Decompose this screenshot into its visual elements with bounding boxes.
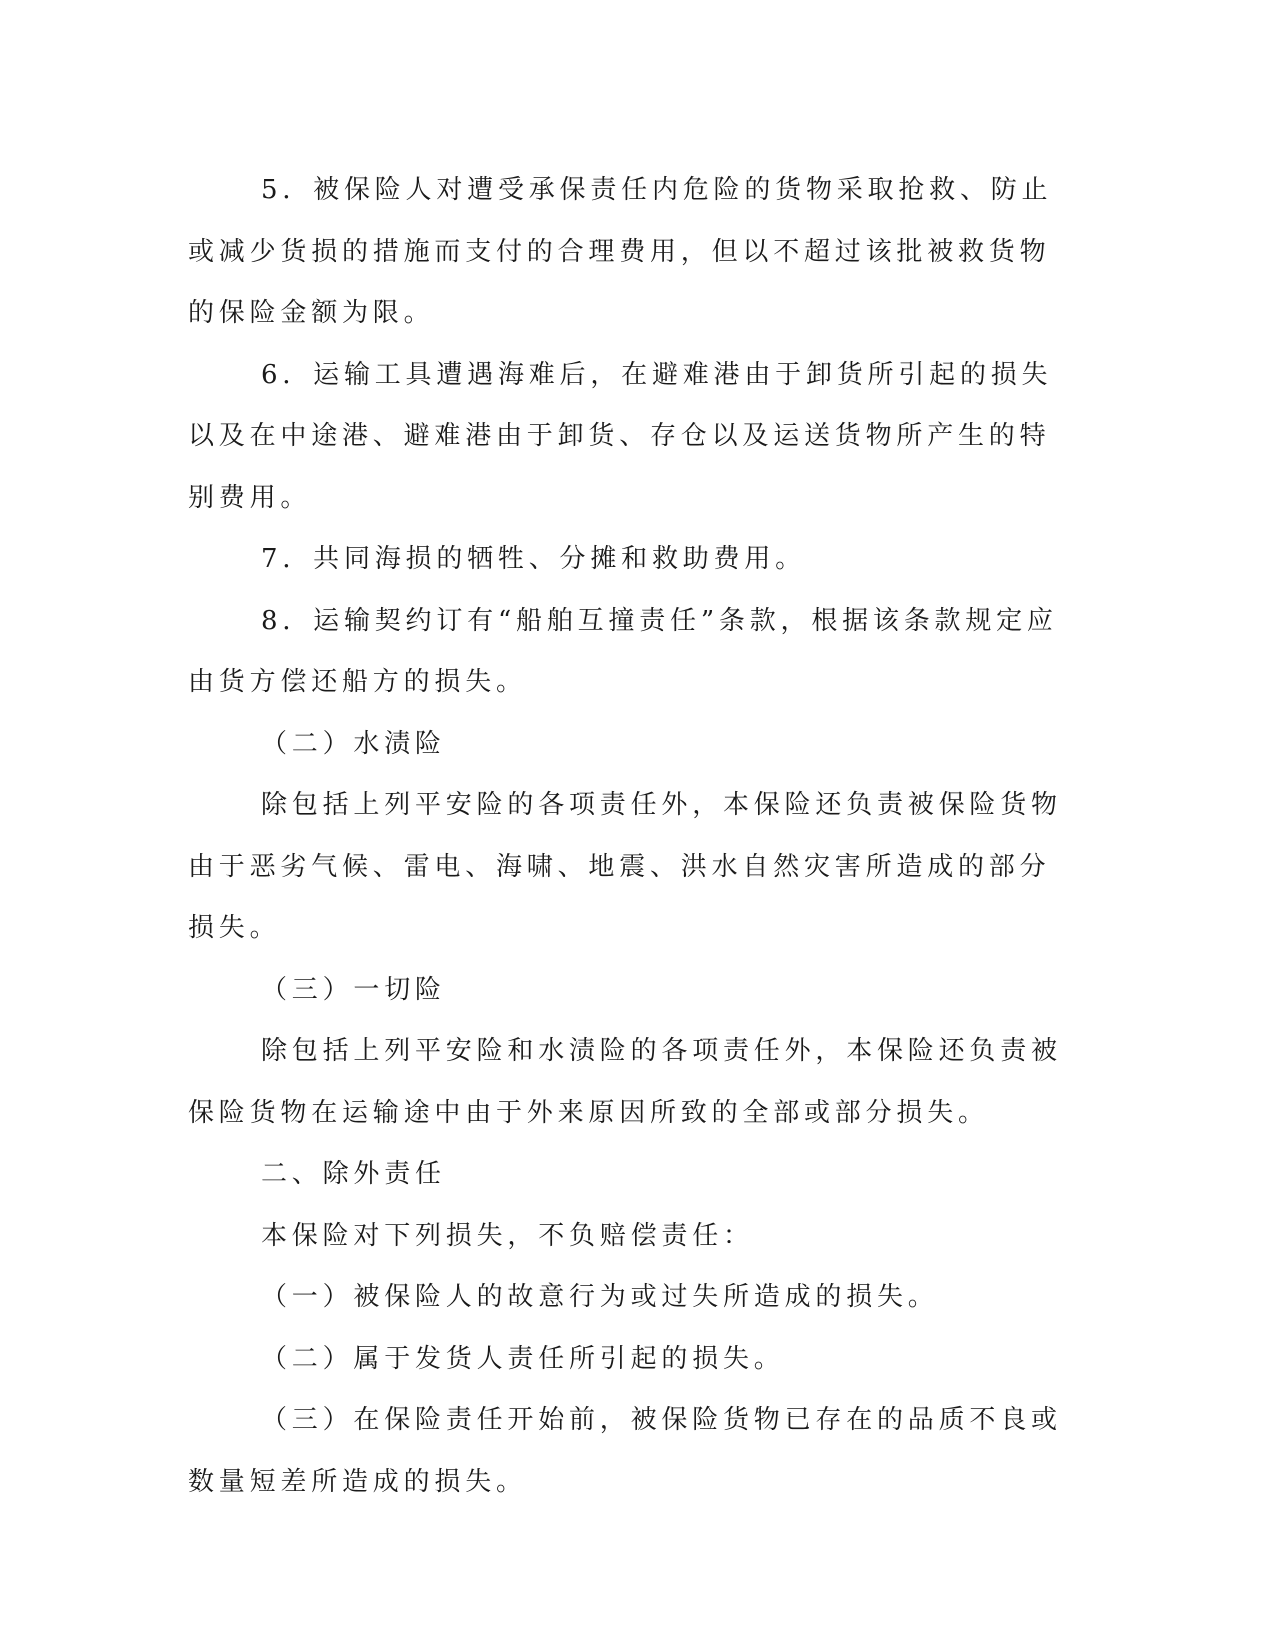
paragraph-all-risks: 除包括上列平安险和水渍险的各项责任外，本保险还负责被保险货物在运输途中由于外来原因所致的全部或部分损失。	[188, 1036, 1062, 1128]
paragraph-clause-7: 7．共同海损的牺牲、分摊和救助费用。	[261, 544, 806, 574]
paragraph-exclusions-intro: 本保险对下列损失，不负赔偿责任：	[261, 1220, 754, 1251]
exclusion-item-1: （一）被保险人的故意行为或过失所造成的损失。	[261, 1282, 939, 1312]
exclusion-item-2: （二）属于发货人责任所引起的损失。	[261, 1343, 785, 1374]
paragraph-clause-5: 5．被保险人对遭受承保责任内危险的货物采取抢救、防止或减少货损的措施而支付的合理费用，但以不超过该批被救货物的保险金额为限。	[188, 175, 1053, 328]
paragraph-clause-8: 8．运输契约订有“船舶互撞责任”条款，根据该条款规定应由货方偿还船方的损失。	[188, 605, 1058, 697]
document-body	[188, 160, 1070, 1513]
paragraph-with-particular-average: 除包括上列平安险的各项责任外，本保险还负责被保险货物由于恶劣气候、雷电、海啸、地震、洪水自然灾害所造成的部分损失。	[188, 790, 1062, 943]
exclusion-item-3: （三）在保险责任开始前，被保险货物已存在的品质不良或数量短差所造成的损失。	[188, 1405, 1062, 1497]
paragraph-clause-6: 6．运输工具遭遇海难后，在避难港由于卸货所引起的损失以及在中途港、避难港由于卸货、存仓以及运送货物所产生的特别费用。	[188, 359, 1053, 513]
heading-all-risks: （三）一切险	[261, 974, 446, 1005]
heading-exclusions: 二、除外责任	[261, 1159, 446, 1189]
heading-with-particular-average: （二）水渍险	[261, 728, 446, 759]
